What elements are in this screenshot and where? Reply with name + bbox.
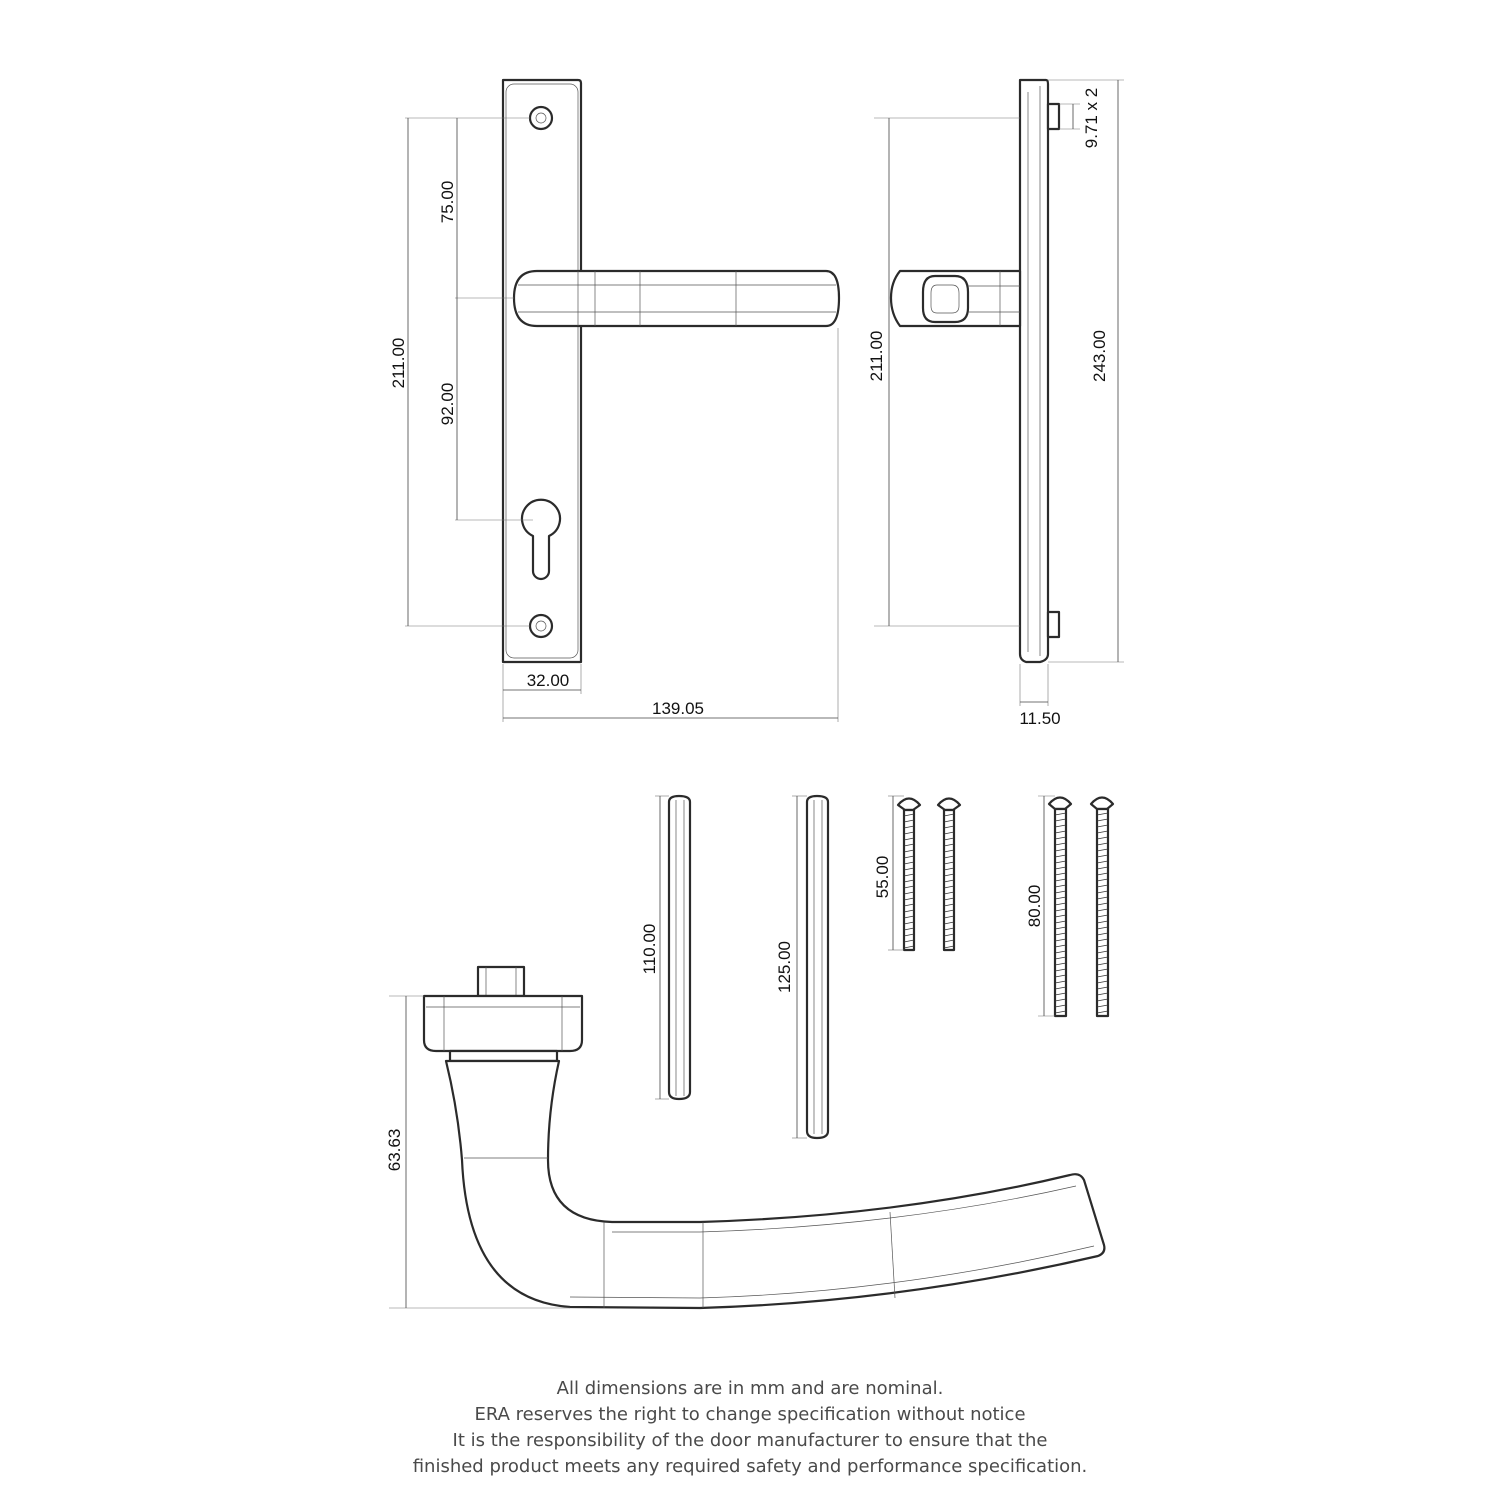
dim-55: 55.00 xyxy=(873,855,892,899)
dim-75: 75.00 xyxy=(438,180,457,224)
dim-211-side: 211.00 xyxy=(867,330,886,382)
front-lever-handle xyxy=(514,271,839,326)
dim-211-front: 211.00 xyxy=(389,337,408,389)
screw-80-a xyxy=(1049,798,1071,1017)
note-line-3: It is the responsibility of the door manufacturer to ensure that the xyxy=(452,1430,1048,1451)
dim-125: 125.00 xyxy=(775,941,794,993)
side-lever-handle xyxy=(891,271,1020,326)
dim-243: 243.00 xyxy=(1090,330,1109,382)
top-fixing-hole xyxy=(530,107,552,129)
dim-11-50: 11.50 xyxy=(1019,709,1061,728)
screws-80 xyxy=(1025,796,1113,1016)
bottom-fixing-hole xyxy=(530,615,552,637)
front-view xyxy=(389,80,839,722)
bottom-boss xyxy=(1048,612,1059,637)
dim-32: 32.00 xyxy=(526,671,570,690)
disclaimer-notes xyxy=(0,1376,1500,1480)
note-line-4: finished product meets any required safety and performance specification. xyxy=(412,1456,1088,1477)
dim-80: 80.00 xyxy=(1025,884,1044,928)
side-backplate xyxy=(1020,80,1048,662)
note-line-2: ERA reserves the right to change specification without notice xyxy=(474,1404,1026,1425)
lever-rose xyxy=(424,996,582,1051)
note-line-1: All dimensions are in mm and are nominal. xyxy=(556,1378,944,1399)
dim-63-63: 63.63 xyxy=(385,1128,404,1172)
dim-139: 139.05 xyxy=(652,699,704,718)
dim-110: 110.00 xyxy=(640,923,659,975)
side-view xyxy=(867,80,1124,728)
screw-55-b xyxy=(938,799,960,951)
screw-55-a xyxy=(898,799,920,951)
lever-profile xyxy=(385,967,1104,1308)
dim-9-71: 9.71 x 2 xyxy=(1082,87,1101,149)
spindle-125 xyxy=(775,796,828,1138)
dim-92: 92.00 xyxy=(438,382,457,426)
lever-arm xyxy=(446,1061,1104,1308)
screw-80-b xyxy=(1091,798,1113,1017)
spindle-110 xyxy=(640,796,690,1099)
top-boss xyxy=(1048,104,1059,129)
screws-55 xyxy=(873,796,960,950)
